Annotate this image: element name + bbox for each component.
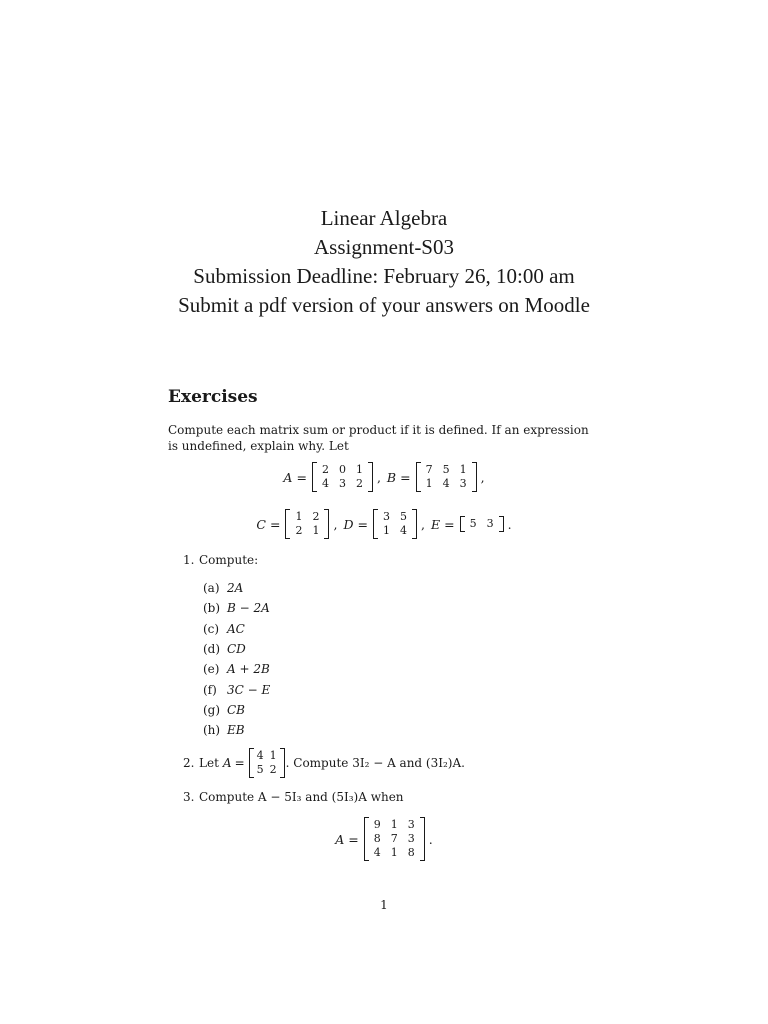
matrix-entry: 7 (425, 463, 433, 476)
part-expression: AC (227, 621, 245, 636)
exercise-1-part (203, 659, 270, 679)
part-label: (b) (203, 601, 221, 616)
matrix-entry: 9 (373, 818, 381, 831)
exercise-2-prefix: Let (199, 756, 219, 770)
matrix-entry: 5 (256, 763, 264, 776)
matrix-b (416, 462, 477, 492)
matrix-row (317, 463, 368, 477)
exercise-2-matrix-label: A (222, 756, 232, 770)
part-expression: CD (227, 642, 246, 657)
matrix-entry: 1 (390, 846, 398, 859)
exercise-1-part (203, 720, 270, 740)
matrix-entry: 5 (399, 510, 407, 523)
matrix-entry: 2 (269, 763, 277, 776)
exercise-1 (183, 553, 258, 567)
part-label: (a) (203, 581, 220, 596)
comma: , (420, 516, 425, 532)
exercise-3-matrix-row (0, 817, 768, 861)
comma: , (480, 469, 485, 485)
matrix-row (465, 517, 499, 531)
exercise-3-matrix-label: A (335, 831, 345, 847)
exercise-1-part (203, 700, 270, 720)
matrix-entry: 5 (442, 463, 450, 476)
matrix-row (369, 832, 420, 846)
matrix-a (312, 462, 373, 492)
matrix-entry: 3 (407, 832, 415, 845)
matrix-row (290, 524, 324, 538)
matrix-row (290, 510, 324, 524)
part-expression: B − 2A (227, 601, 270, 616)
equals-sign: = (357, 516, 368, 532)
period: . (428, 831, 433, 847)
matrix-entry: 1 (295, 510, 303, 523)
matrix-entry: 8 (373, 832, 381, 845)
equals-sign: = (296, 469, 307, 485)
part-label: (g) (203, 702, 221, 717)
matrix-row (254, 763, 280, 777)
page-number: 1 (380, 898, 388, 912)
matrix-entry: 3 (459, 477, 467, 490)
equals-sign: = (400, 469, 411, 485)
exercise-1-number: 1. (183, 553, 195, 567)
matrix-entry: 3 (338, 477, 346, 490)
part-label: (h) (203, 723, 221, 738)
matrix-row (254, 749, 280, 763)
matrix-entry: 1 (390, 818, 398, 831)
equals-sign: = (348, 831, 359, 847)
matrix-c (285, 509, 329, 539)
part-expression: A + 2B (227, 662, 270, 677)
exercise-1-text: Compute: (199, 553, 259, 567)
part-label: (d) (203, 642, 221, 657)
assignment-title: Assignment-S03 (313, 235, 454, 259)
part-label: (e) (203, 662, 220, 677)
matrix-d (373, 509, 417, 539)
exercise-3-text: Compute A − 5I₃ and (5I₃)A when (199, 790, 404, 804)
section-title: Exercises (168, 387, 258, 407)
matrix-entry: 4 (256, 749, 264, 762)
matrix-entry: 4 (321, 477, 329, 490)
matrix-entry: 4 (442, 477, 450, 490)
matrix-row (378, 510, 412, 524)
matrix-row-cde (0, 509, 768, 539)
part-expression: EB (227, 723, 245, 738)
matrix-entry: 3 (486, 517, 494, 530)
submission-note: Submit a pdf version of your answers on Moodle (178, 293, 590, 317)
exercise-3-matrix (364, 817, 425, 861)
exercise-3-number: 3. (183, 790, 195, 804)
period: . (507, 516, 512, 532)
course-title: Linear Algebra (320, 206, 448, 230)
matrix-entry: 1 (269, 749, 277, 762)
matrix-entry: 1 (355, 463, 363, 476)
exercise-1-part (203, 598, 270, 618)
matrix-entry: 3 (382, 510, 390, 523)
equals-sign: = (234, 756, 245, 770)
part-expression: CB (227, 702, 245, 717)
matrix-entry: 8 (407, 846, 415, 859)
matrix-entry: 1 (382, 524, 390, 537)
matrix-entry: 2 (295, 524, 303, 537)
part-label: (f) (203, 682, 217, 697)
exercise-1-part (203, 639, 270, 659)
matrix-row (317, 477, 368, 491)
matrix-entry: 5 (469, 517, 477, 530)
matrix-entry: 1 (312, 524, 320, 537)
equals-sign: = (270, 516, 281, 532)
matrix-entry: 1 (425, 477, 433, 490)
exercise-2-number: 2. (183, 756, 195, 770)
matrix-entry: 0 (338, 463, 346, 476)
exercise-2 (183, 748, 465, 778)
matrix-e (460, 516, 504, 532)
matrix-c-label: C (256, 516, 266, 532)
exercise-2-matrix (249, 748, 285, 778)
matrix-entry: 2 (321, 463, 329, 476)
matrix-entry: 4 (399, 524, 407, 537)
matrix-entry: 4 (373, 846, 381, 859)
matrix-d-label: D (343, 516, 354, 532)
comma: , (376, 469, 381, 485)
exercise-1-part (203, 679, 270, 699)
matrix-row (378, 524, 412, 538)
matrix-row (369, 846, 420, 860)
matrix-b-label: B (386, 469, 397, 485)
matrix-entry: 7 (390, 832, 398, 845)
matrix-e-label: E (430, 516, 441, 532)
part-expression: 3C − E (227, 682, 271, 697)
exercise-1-part (203, 619, 270, 639)
matrix-row (421, 477, 472, 491)
matrix-a-label: A (283, 469, 293, 485)
matrix-entry: 1 (459, 463, 467, 476)
exercise-1-part (203, 578, 270, 598)
comma: , (333, 516, 338, 532)
matrix-row (369, 818, 420, 832)
part-expression: 2A (227, 581, 244, 596)
matrix-row (421, 463, 472, 477)
title-block (0, 204, 768, 320)
equals-sign: = (444, 516, 455, 532)
exercise-1-parts (203, 578, 270, 740)
part-label: (c) (203, 621, 220, 636)
deadline-text: Submission Deadline: February 26, 10:00 am (193, 264, 575, 288)
exercise-3 (183, 790, 404, 804)
matrix-entry: 2 (355, 477, 363, 490)
matrix-entry: 3 (407, 818, 415, 831)
exercise-2-suffix: . Compute 3I₂ − A and (3I₂)A. (285, 756, 465, 770)
matrix-row-ab (0, 462, 768, 492)
intro-paragraph: Compute each matrix sum or product if it is defined. If an expression is undefined, explain why. Let (168, 423, 589, 453)
matrix-entry: 2 (312, 510, 320, 523)
